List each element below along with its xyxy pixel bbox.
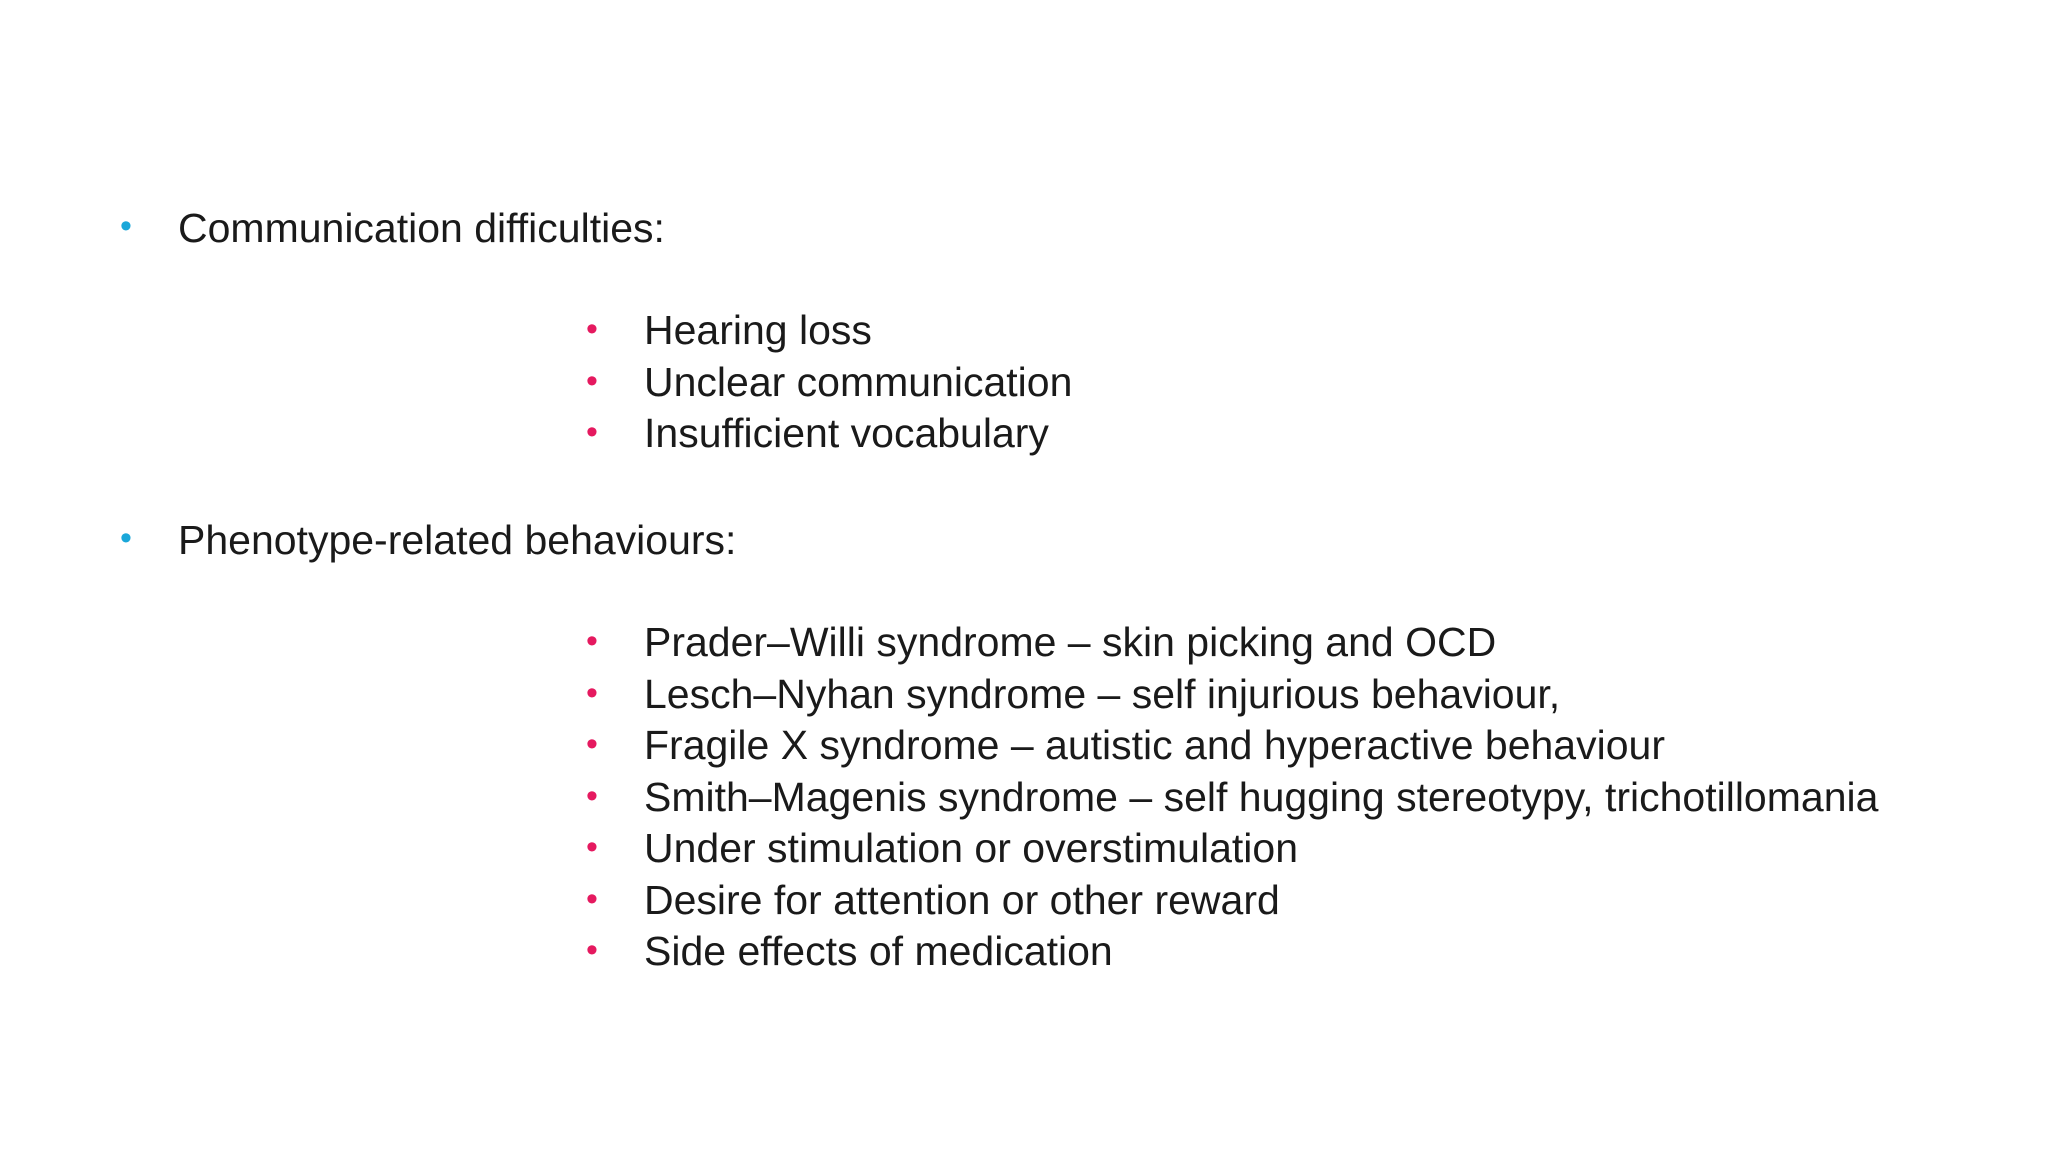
phenotype-sublist bbox=[586, 617, 1879, 978]
list-item-text: Prader–Willi syndrome – skin picking and OCD bbox=[644, 619, 1497, 665]
bullet-icon: • bbox=[120, 207, 132, 245]
list-item-text: Smith–Magenis syndrome – self hugging stereotypy, trichotillomania bbox=[644, 773, 1879, 820]
bullet-icon: • bbox=[120, 519, 132, 557]
list-item bbox=[586, 617, 1878, 669]
bullet-icon: • bbox=[586, 725, 598, 763]
section-heading-text: Communication difficulties: bbox=[178, 205, 665, 251]
section-heading-phenotype bbox=[120, 514, 737, 566]
bullet-icon: • bbox=[586, 776, 598, 815]
section-heading-communication bbox=[120, 202, 665, 254]
list-item bbox=[586, 720, 1878, 772]
list-item bbox=[586, 875, 1878, 927]
list-item-text: Fragile X syndrome – autistic and hyperactive behaviour bbox=[644, 722, 1665, 768]
list-item-text: Side effects of medication bbox=[644, 928, 1113, 974]
section-heading-text: Phenotype-related behaviours: bbox=[178, 517, 737, 563]
list-item-text: Insufficient vocabulary bbox=[644, 410, 1049, 456]
bullet-icon: • bbox=[586, 673, 598, 712]
bullet-icon: • bbox=[586, 879, 598, 918]
list-item-text: Unclear communication bbox=[644, 358, 1073, 405]
bullet-icon: • bbox=[586, 413, 598, 451]
bullet-icon: • bbox=[586, 622, 598, 660]
bullet-icon: • bbox=[586, 828, 598, 866]
list-item bbox=[586, 357, 1073, 409]
bullet-icon: • bbox=[586, 310, 598, 348]
list-item bbox=[586, 305, 1072, 357]
list-item bbox=[586, 823, 1878, 875]
list-item bbox=[586, 669, 1878, 721]
list-item bbox=[586, 926, 1878, 978]
bullet-icon: • bbox=[586, 361, 598, 400]
bullet-icon: • bbox=[586, 931, 598, 969]
list-item-text: Desire for attention or other reward bbox=[644, 876, 1280, 923]
list-item bbox=[586, 772, 1879, 824]
list-item-text: Lesch–Nyhan syndrome – self injurious behaviour, bbox=[644, 670, 1561, 717]
list-item-text: Hearing loss bbox=[644, 307, 872, 353]
list-item bbox=[586, 408, 1072, 460]
list-item-text: Under stimulation or overstimulation bbox=[644, 825, 1298, 871]
communication-sublist bbox=[586, 305, 1073, 460]
